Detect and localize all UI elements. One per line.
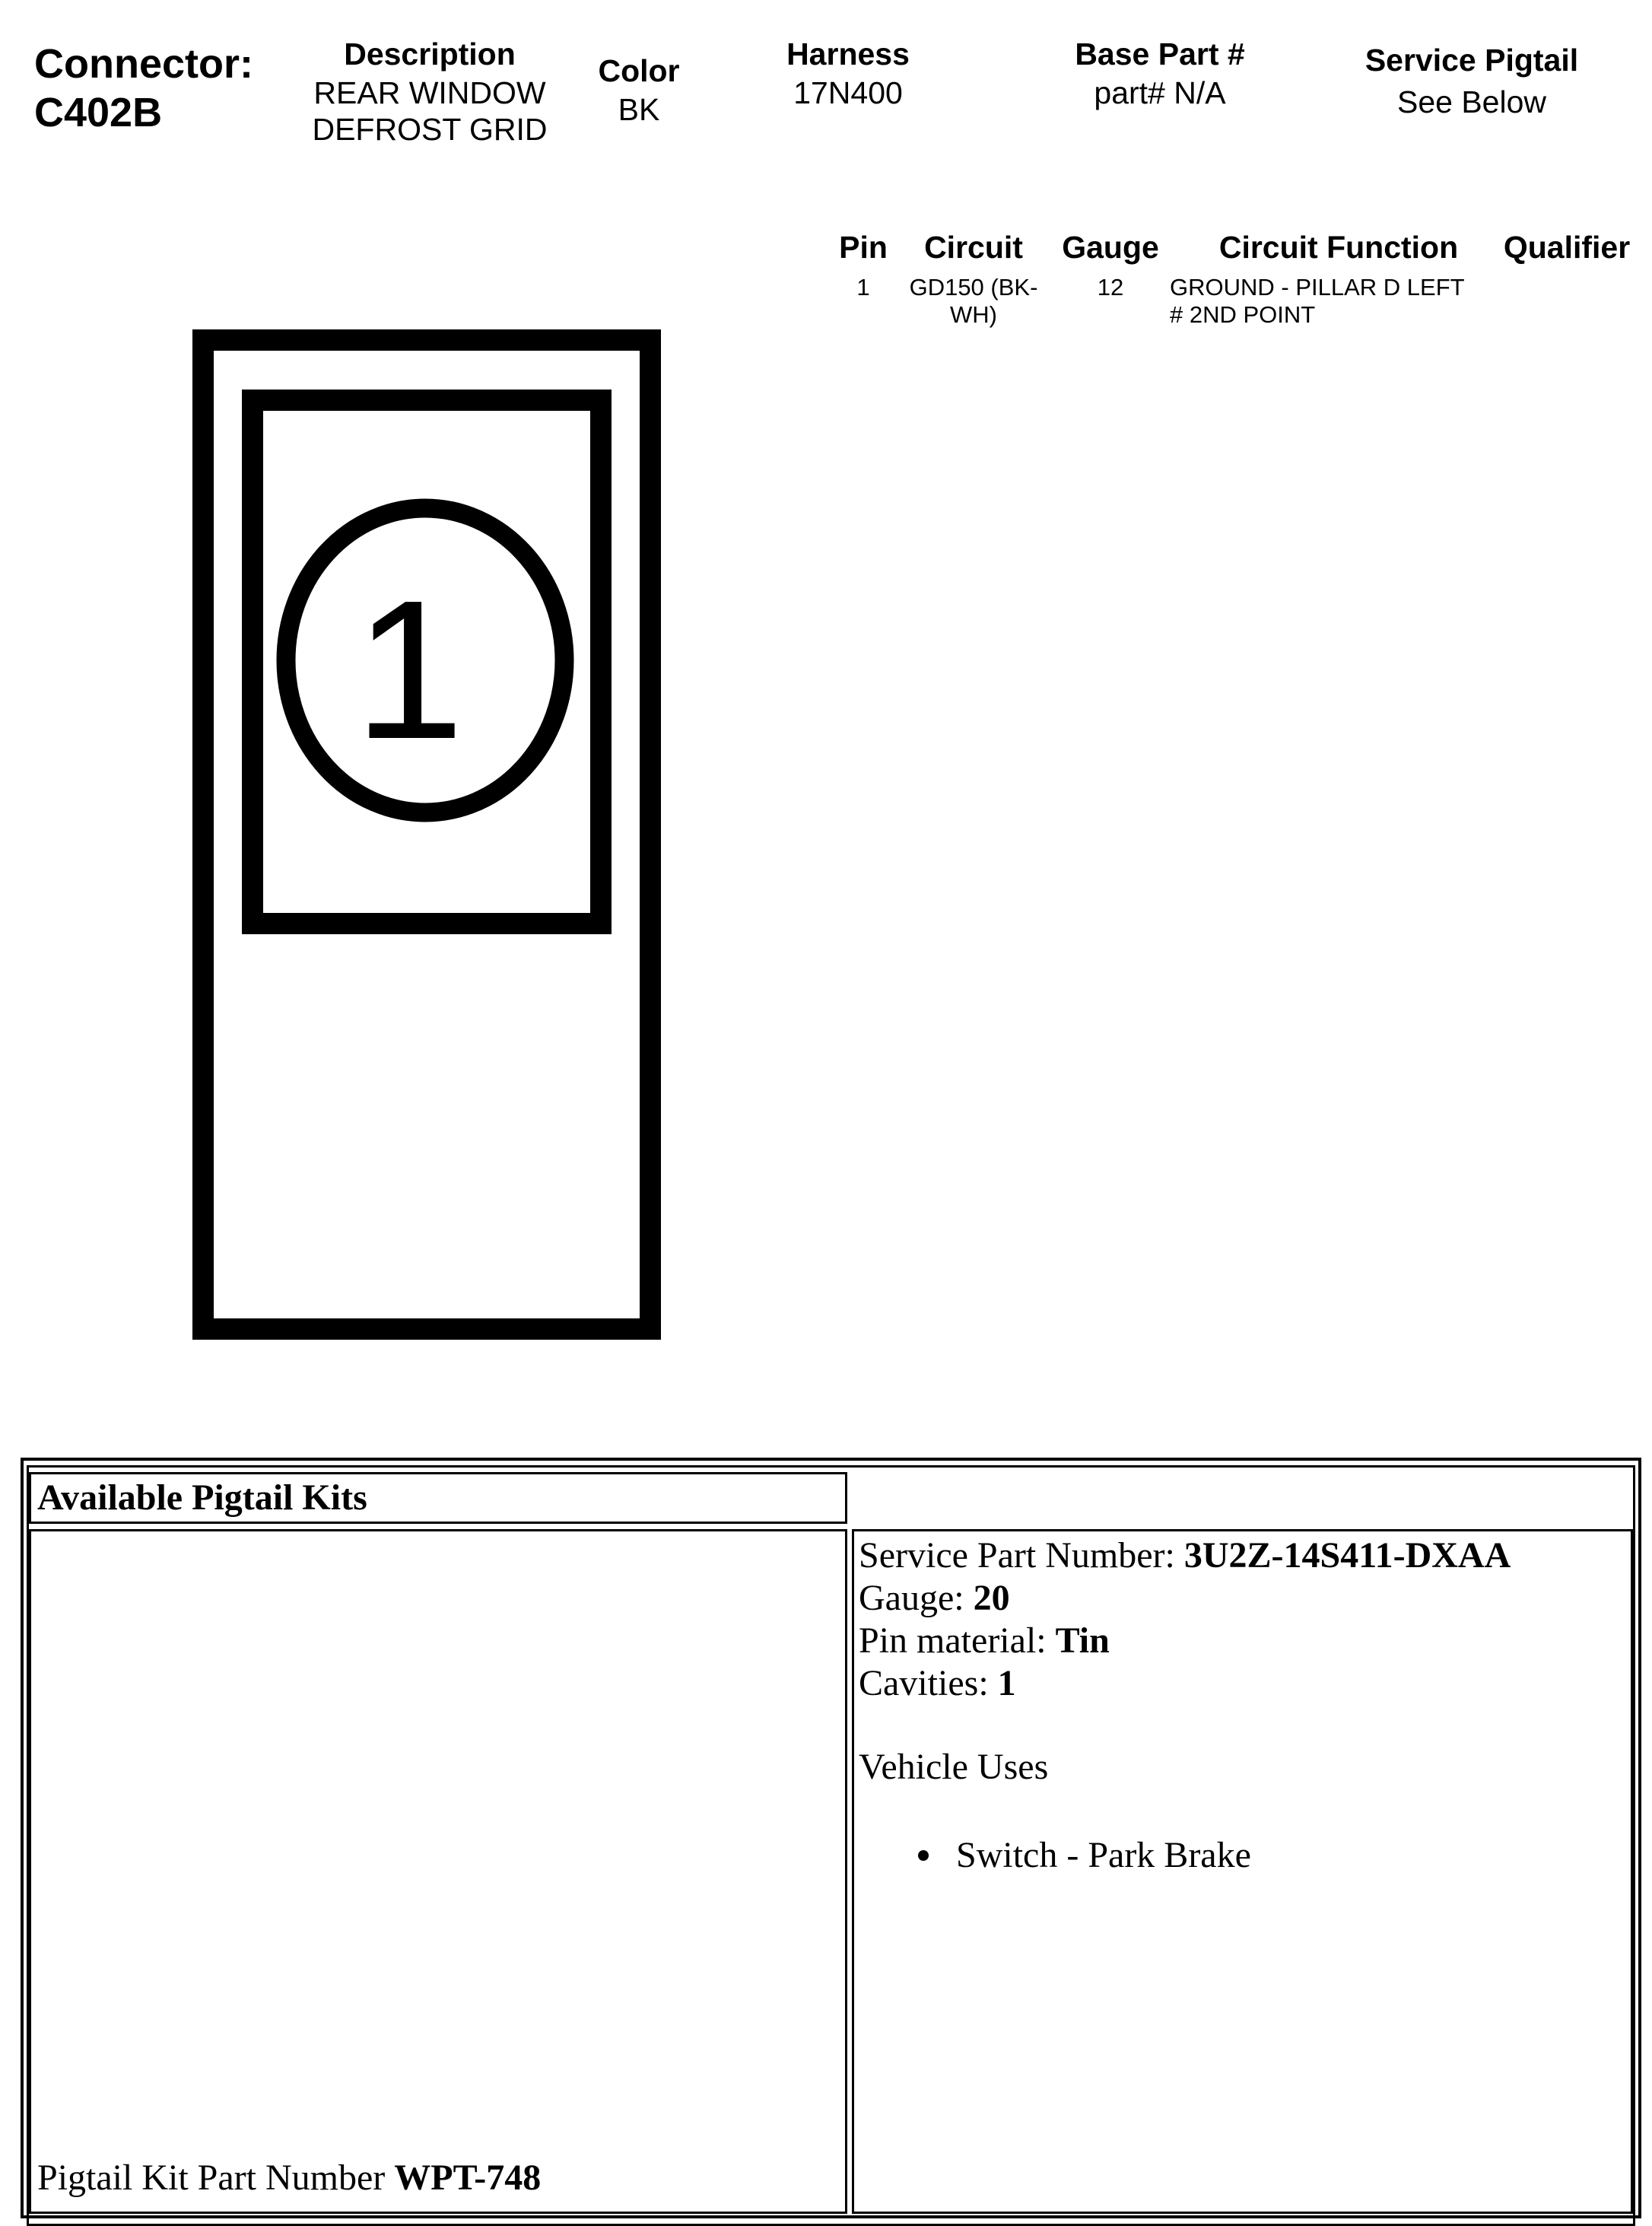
service-pigtail-header: Service Pigtail (1364, 43, 1579, 78)
connector-outline (203, 340, 650, 1329)
pin-material-label: Pin material: (859, 1620, 1056, 1661)
pigtail-kit-line (37, 2157, 541, 2199)
pin-number-label: 1 (354, 560, 465, 781)
circuit-header: Circuit (924, 230, 1023, 265)
pigtail-kit-label: Pigtail Kit Part Number (37, 2158, 395, 2198)
circuit-line-1: GD150 (BK- (909, 274, 1038, 301)
harness-header: Harness (786, 37, 910, 72)
color-value: BK (618, 92, 660, 127)
service-part-line (859, 1534, 1511, 1577)
service-pigtail-column (1335, 40, 1609, 120)
description-header: Description (344, 37, 516, 72)
description-line-2: DEFROST GRID (312, 112, 548, 147)
service-part-box (852, 1529, 1633, 2214)
pigtail-title: Available Pigtail Kits (37, 1477, 367, 1518)
circuit-function-header: Circuit Function (1218, 230, 1459, 265)
vehicle-use-text: Switch - Park Brake (956, 1835, 1251, 1875)
description-column (289, 33, 570, 148)
bullet-icon (918, 1850, 929, 1861)
gauge-line (859, 1577, 1511, 1620)
qualifier-header: Qualifier (1503, 230, 1631, 265)
function-line-1: GROUND - PILLAR D LEFT (1170, 274, 1465, 301)
pin-cell: 1 (856, 274, 870, 301)
circuit-function-cell (1164, 274, 1498, 329)
pin-header: Pin (839, 230, 888, 265)
pin-material-value: Tin (1055, 1620, 1110, 1661)
vehicle-use-item (918, 1834, 1511, 1877)
harness-value: 17N400 (793, 75, 903, 110)
service-part-value: 3U2Z-14S411-DXAA (1183, 1535, 1511, 1576)
circuit-line-2: WH) (950, 301, 997, 328)
pigtail-kit-number: WPT-748 (394, 2158, 542, 2198)
color-column (578, 50, 700, 128)
cavities-line (859, 1662, 1511, 1705)
base-part-column (1031, 33, 1289, 111)
service-pigtail-value: See Below (1396, 84, 1546, 119)
pin-material-line (859, 1620, 1511, 1662)
service-part-details (859, 1534, 1511, 1877)
connector-id: C402B (34, 90, 163, 135)
pigtail-kit-box (29, 1529, 847, 2214)
connector-title (34, 40, 253, 137)
circuit-cell (905, 274, 1042, 329)
service-part-label: Service Part Number: (859, 1535, 1184, 1576)
connector-label: Connector: (34, 41, 253, 87)
color-header: Color (598, 53, 680, 88)
base-part-value: part# N/A (1094, 75, 1226, 110)
base-part-header: Base Part # (1075, 37, 1245, 72)
vehicle-uses-label: Vehicle Uses (859, 1747, 1049, 1787)
cavities-value: 1 (997, 1663, 1016, 1703)
cavities-label: Cavities: (859, 1663, 998, 1703)
harness-column (749, 33, 947, 111)
gauge-value: 20 (973, 1578, 1010, 1618)
gauge-header: Gauge (1062, 230, 1159, 265)
connector-diagram (190, 327, 677, 1354)
gauge-label: Gauge: (859, 1578, 974, 1618)
description-line-1: REAR WINDOW (313, 75, 546, 110)
pigtail-title-box (29, 1472, 847, 1524)
gauge-cell: 12 (1097, 274, 1124, 301)
function-line-2: # 2ND POINT (1170, 301, 1316, 328)
